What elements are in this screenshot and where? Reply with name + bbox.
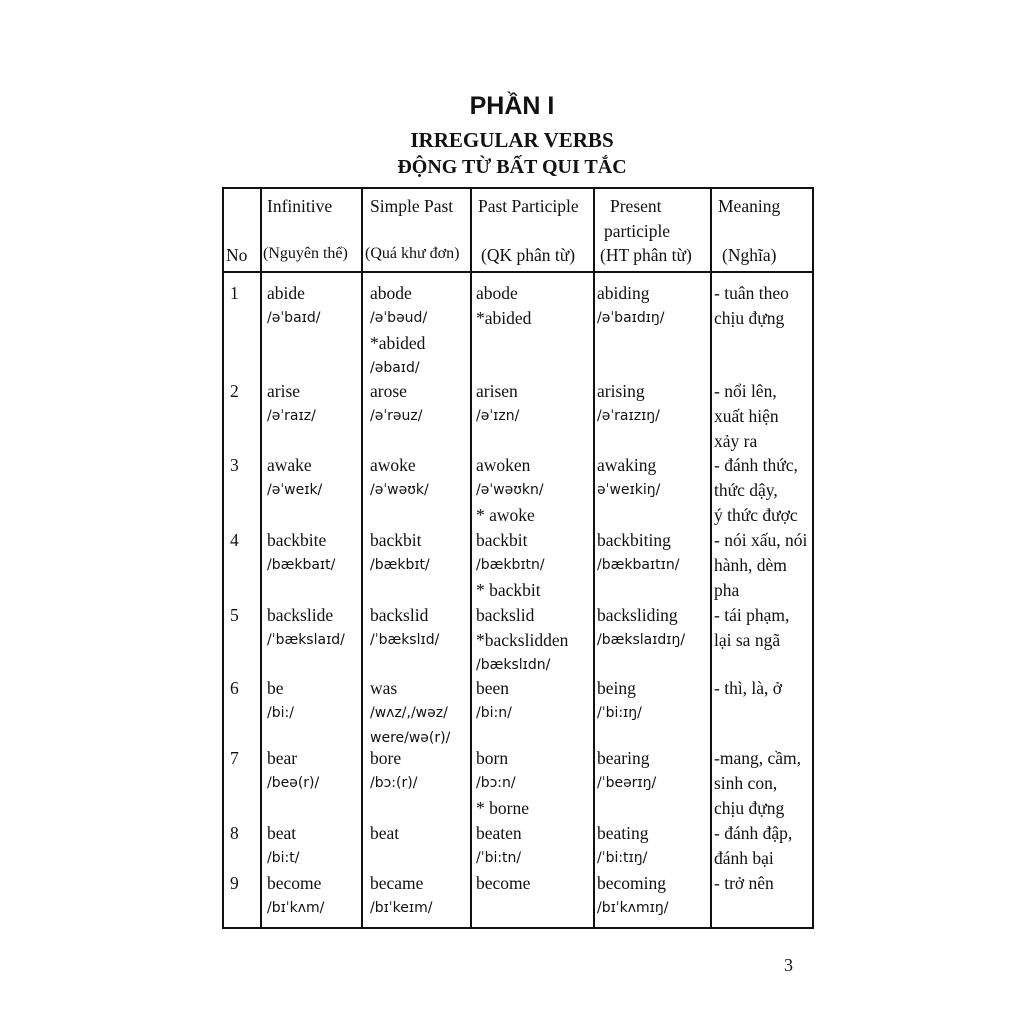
cell-line: /əˈrəuz/ bbox=[370, 408, 423, 424]
cell-line: becoming bbox=[597, 873, 667, 893]
cell-line: awoken bbox=[476, 455, 531, 475]
cell-line: - đánh đập, bbox=[714, 823, 793, 843]
vietnamese-title: ĐỘNG TỪ BẤT QUI TẮC bbox=[397, 156, 627, 178]
cell-line: *backslidden bbox=[476, 630, 569, 650]
cell-line: arise bbox=[267, 381, 301, 401]
cell-line: /bækbɪt/ bbox=[370, 557, 430, 573]
cell-line: 8 bbox=[230, 823, 239, 843]
cell-meaning bbox=[714, 453, 798, 528]
cell-line: - tái phạm, bbox=[714, 605, 790, 625]
cell-infinitive bbox=[267, 603, 345, 653]
cell-line: bearing bbox=[597, 748, 650, 768]
cell-present-participle bbox=[597, 871, 668, 921]
cell-simple-past bbox=[370, 281, 427, 381]
cell-line: was bbox=[370, 678, 398, 698]
cell-line: chịu đựng bbox=[714, 308, 785, 328]
cell-past-participle bbox=[476, 821, 522, 871]
cell-line: abiding bbox=[597, 283, 650, 303]
cell-present-participle bbox=[597, 821, 649, 871]
cell-line: - trở nên bbox=[714, 873, 774, 893]
cell-past-participle bbox=[476, 528, 545, 603]
cell-line: beating bbox=[597, 823, 649, 843]
cell-line: awoke bbox=[370, 455, 416, 475]
cell-line: being bbox=[597, 678, 636, 698]
english-title: IRREGULAR VERBS bbox=[410, 128, 614, 152]
cell-line: backsliding bbox=[597, 605, 678, 625]
cell-simple-past bbox=[370, 821, 399, 846]
cell-line: /wʌz/,/wəz/ bbox=[370, 705, 448, 721]
cell-line: xảy ra bbox=[714, 431, 758, 451]
header-participle: participle bbox=[604, 221, 671, 241]
cell-line: thức dậy, bbox=[714, 480, 778, 500]
cell-line: 1 bbox=[230, 283, 239, 303]
cell-line: /ˈbækslɪd/ bbox=[370, 632, 440, 648]
cell-line: /bækbaɪtɪn/ bbox=[597, 557, 680, 573]
cell-line: beat bbox=[267, 823, 297, 843]
cell-line: /bi:n/ bbox=[476, 705, 512, 721]
cell-line: xuất hiện bbox=[714, 406, 779, 426]
cell-line: * awoke bbox=[476, 505, 535, 525]
cell-infinitive bbox=[267, 676, 294, 726]
cell-line: /bɪˈkʌm/ bbox=[267, 900, 325, 916]
page-number: 3 bbox=[784, 955, 793, 975]
header-past-participle: Past Participle bbox=[478, 196, 579, 216]
cell-line: sinh con, bbox=[714, 773, 778, 793]
cell-simple-past bbox=[370, 676, 450, 751]
cell-simple-past bbox=[370, 528, 430, 578]
cell-past-participle bbox=[476, 453, 544, 528]
cell-line: backbite bbox=[267, 530, 327, 550]
cell-line: /əbaɪd/ bbox=[370, 360, 420, 376]
cell-line: backbit bbox=[476, 530, 528, 550]
cell-no bbox=[230, 676, 239, 701]
cell-line: bear bbox=[267, 748, 298, 768]
cell-line: - tuân theo bbox=[714, 283, 789, 303]
cell-line: əˈweɪkiŋ/ bbox=[597, 482, 661, 498]
cell-line: awake bbox=[267, 455, 312, 475]
cell-line: pha bbox=[714, 580, 740, 600]
cell-present-participle bbox=[597, 746, 656, 796]
cell-present-participle bbox=[597, 453, 660, 503]
cell-line: /ˈbækslaɪd/ bbox=[267, 632, 345, 648]
cell-line: /əˈbəud/ bbox=[370, 310, 428, 326]
cell-line: backbiting bbox=[597, 530, 671, 550]
cell-line: awaking bbox=[597, 455, 657, 475]
cell-line: /bɔ:(r)/ bbox=[370, 775, 418, 791]
cell-line: ý thức được bbox=[714, 505, 798, 525]
cell-line: /əˈbaɪdɪŋ/ bbox=[597, 310, 665, 326]
cell-line: *abided bbox=[476, 308, 532, 328]
cell-past-participle bbox=[476, 281, 531, 331]
cell-meaning bbox=[714, 746, 801, 821]
cell-line: /bɪˈkeɪm/ bbox=[370, 900, 433, 916]
cell-line: 9 bbox=[230, 873, 239, 893]
cell-line: /əˈweɪk/ bbox=[267, 482, 323, 498]
cell-line: backslide bbox=[267, 605, 334, 625]
cell-meaning bbox=[714, 379, 779, 454]
cell-line: hành, dèm bbox=[714, 555, 787, 575]
header-simple-past-vi: (Quá khư đơn) bbox=[365, 245, 460, 262]
cell-present-participle bbox=[597, 676, 642, 726]
header-meaning-vi: (Nghĩa) bbox=[722, 245, 777, 265]
cell-line: 2 bbox=[230, 381, 239, 401]
cell-line: 5 bbox=[230, 605, 239, 625]
cell-no bbox=[230, 281, 239, 306]
cell-meaning bbox=[714, 281, 789, 331]
cell-no bbox=[230, 603, 239, 628]
cell-line: /bɪˈkʌmɪŋ/ bbox=[597, 900, 669, 916]
cell-line: abode bbox=[370, 283, 412, 303]
header-present: Present bbox=[610, 196, 662, 216]
cell-line: /əˈraɪzɪŋ/ bbox=[597, 408, 660, 424]
cell-present-participle bbox=[597, 528, 679, 578]
header-present-participle-vi: (HT phân từ) bbox=[600, 245, 692, 265]
irregular-verbs-table bbox=[222, 187, 814, 929]
cell-meaning bbox=[714, 871, 774, 896]
cell-infinitive bbox=[267, 871, 324, 921]
cell-line: beat bbox=[370, 823, 400, 843]
cell-line: be bbox=[267, 678, 284, 698]
cell-simple-past bbox=[370, 379, 423, 429]
column-divider bbox=[710, 189, 712, 927]
cell-line: became bbox=[370, 873, 424, 893]
cell-line: been bbox=[476, 678, 510, 698]
header-infinitive-vi: (Nguyên thể) bbox=[263, 245, 348, 262]
cell-line: 6 bbox=[230, 678, 239, 698]
header-past-participle-vi: (QK phân từ) bbox=[481, 245, 576, 265]
cell-line: backslid bbox=[370, 605, 429, 625]
cell-line: - nói xấu, nói bbox=[714, 530, 808, 550]
cell-line: backbit bbox=[370, 530, 422, 550]
header-divider bbox=[224, 271, 812, 273]
cell-past-participle bbox=[476, 676, 512, 726]
column-divider bbox=[361, 189, 363, 927]
cell-line: /ˈbi:tɪŋ/ bbox=[597, 850, 648, 866]
cell-line: 7 bbox=[230, 748, 239, 768]
cell-past-participle bbox=[476, 871, 530, 896]
cell-line: /bɔ:n/ bbox=[476, 775, 516, 791]
column-divider bbox=[260, 189, 262, 927]
cell-line: 3 bbox=[230, 455, 239, 475]
cell-line: bore bbox=[370, 748, 402, 768]
cell-line: arising bbox=[597, 381, 645, 401]
cell-present-participle bbox=[597, 379, 660, 429]
cell-line: - đánh thức, bbox=[714, 455, 798, 475]
cell-past-participle bbox=[476, 746, 529, 821]
cell-infinitive bbox=[267, 528, 335, 578]
cell-no bbox=[230, 528, 239, 553]
cell-line: beaten bbox=[476, 823, 522, 843]
cell-line: backslid bbox=[476, 605, 535, 625]
cell-past-participle bbox=[476, 379, 519, 429]
cell-line: /ˈbi:ɪŋ/ bbox=[597, 705, 642, 721]
cell-present-participle bbox=[597, 603, 685, 653]
cell-line: /bækslɪdn/ bbox=[476, 657, 551, 673]
cell-line: - nổi lên, bbox=[714, 381, 777, 401]
header-simple-past: Simple Past bbox=[370, 196, 454, 216]
cell-present-participle bbox=[597, 281, 665, 331]
cell-past-participle bbox=[476, 603, 568, 678]
cell-line: become bbox=[476, 873, 531, 893]
cell-line: /ˈbi:tn/ bbox=[476, 850, 522, 866]
cell-line: /əˈwəʊk/ bbox=[370, 482, 429, 498]
cell-line: /bi:t/ bbox=[267, 850, 300, 866]
cell-line: /beə(r)/ bbox=[267, 775, 320, 791]
header-no: No bbox=[226, 245, 248, 265]
cell-line: lại sa ngã bbox=[714, 630, 781, 650]
cell-line: /əˈraɪz/ bbox=[267, 408, 316, 424]
cell-line: /bækbɪtn/ bbox=[476, 557, 545, 573]
cell-meaning bbox=[714, 603, 789, 653]
cell-infinitive bbox=[267, 453, 322, 503]
cell-line: chịu đựng bbox=[714, 798, 785, 818]
cell-infinitive bbox=[267, 281, 320, 331]
part-title: PHẦN I bbox=[469, 92, 555, 120]
cell-line: 4 bbox=[230, 530, 239, 550]
cell-line: đánh bại bbox=[714, 848, 774, 868]
cell-line: * borne bbox=[476, 798, 529, 818]
cell-meaning bbox=[714, 821, 792, 871]
cell-simple-past bbox=[370, 453, 429, 503]
cell-line: -mang, cầm, bbox=[714, 748, 801, 768]
cell-line: become bbox=[267, 873, 322, 893]
cell-infinitive bbox=[267, 821, 299, 871]
cell-no bbox=[230, 871, 239, 896]
cell-simple-past bbox=[370, 746, 417, 796]
cell-meaning bbox=[714, 676, 782, 701]
cell-meaning bbox=[714, 528, 807, 603]
cell-line: /bækslaɪdɪŋ/ bbox=[597, 632, 686, 648]
cell-line: /əˈwəʊkn/ bbox=[476, 482, 544, 498]
cell-line: /bækbaɪt/ bbox=[267, 557, 336, 573]
cell-line: /bi:/ bbox=[267, 705, 294, 721]
cell-no bbox=[230, 746, 239, 771]
cell-line: /ˈbeərɪŋ/ bbox=[597, 775, 657, 791]
cell-no bbox=[230, 379, 239, 404]
cell-line: abode bbox=[476, 283, 518, 303]
cell-line: abide bbox=[267, 283, 305, 303]
cell-infinitive bbox=[267, 746, 319, 796]
cell-line: arisen bbox=[476, 381, 518, 401]
cell-simple-past bbox=[370, 871, 432, 921]
cell-no bbox=[230, 821, 239, 846]
cell-line: were/wə(r)/ bbox=[370, 730, 451, 746]
header-infinitive: Infinitive bbox=[267, 196, 333, 216]
cell-line: - thì, là, ở bbox=[714, 678, 783, 698]
cell-line: /əˈbaɪd/ bbox=[267, 310, 321, 326]
cell-line: * backbit bbox=[476, 580, 541, 600]
cell-line: /əˈɪzn/ bbox=[476, 408, 520, 424]
cell-line: arose bbox=[370, 381, 407, 401]
cell-line: born bbox=[476, 748, 509, 768]
cell-infinitive bbox=[267, 379, 316, 429]
cell-simple-past bbox=[370, 603, 439, 653]
column-divider bbox=[593, 189, 595, 927]
cell-line: *abided bbox=[370, 333, 426, 353]
cell-no bbox=[230, 453, 239, 478]
column-divider bbox=[470, 189, 472, 927]
header-meaning: Meaning bbox=[718, 196, 781, 216]
